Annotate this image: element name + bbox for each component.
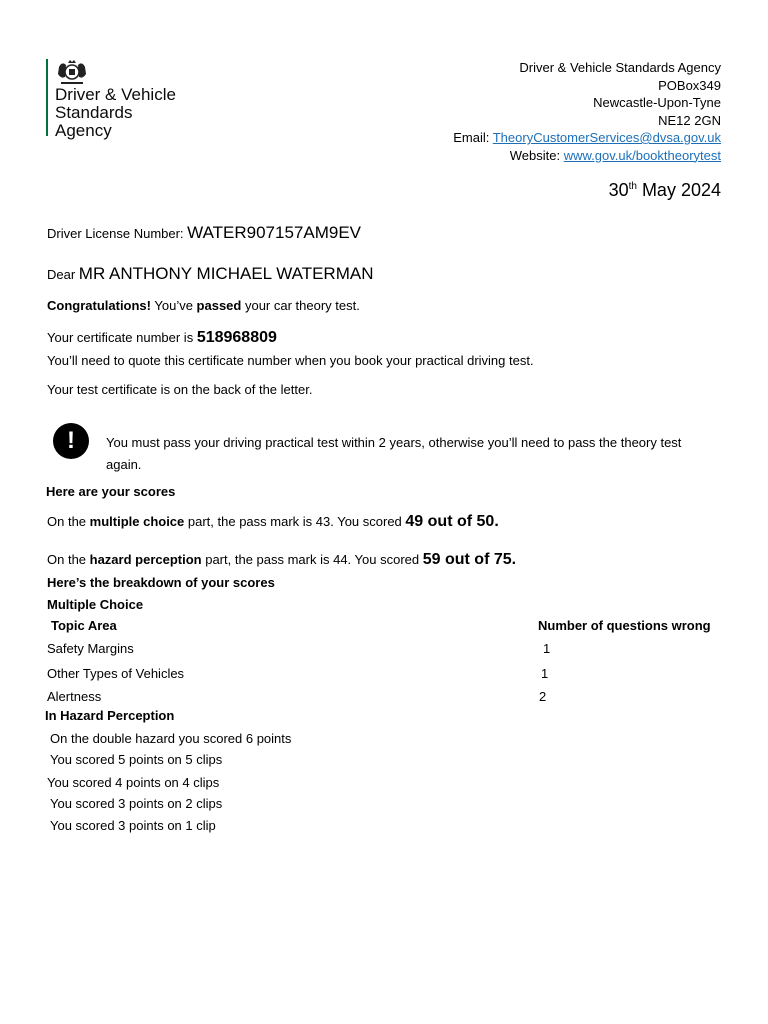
hp-line: You scored 3 points on 2 clips [50, 796, 223, 811]
license-label: Driver License Number: [47, 226, 188, 241]
col-topic-header: Topic Area [51, 618, 117, 633]
greeting [47, 264, 373, 284]
hp-mid: part, the pass mark is 44. You scored [201, 552, 423, 567]
hp-score: 59 out of 75 [422, 551, 512, 568]
hp-bold: hazard perception [89, 552, 202, 567]
hp-line: You scored 3 points on 1 clip [50, 818, 216, 833]
address-website-row [453, 147, 721, 165]
license-number: WATER907157AM9EV [187, 223, 362, 242]
mc-breakdown-heading: Multiple Choice [47, 597, 144, 612]
hp-score-line [47, 551, 516, 569]
mc-period: . [494, 513, 499, 530]
hp-line: You scored 4 points on 4 clips [47, 775, 220, 790]
congrats-post: your car theory test. [241, 298, 360, 313]
address-email-row [453, 129, 721, 147]
mc-score-line [47, 513, 499, 531]
hp-pre: On the [47, 552, 90, 567]
table-row-topic: Alertness [47, 689, 102, 704]
hp-period: . [511, 551, 517, 568]
certificate-row [47, 329, 277, 347]
exclamation-icon: ! [53, 423, 89, 459]
mc-score: 49 out of 50 [405, 513, 495, 530]
table-row-wrong: 1 [541, 666, 549, 681]
logo-line-2: Standards [55, 103, 133, 122]
logo-line-1: Driver & Vehicle [55, 85, 176, 104]
congrats-line [47, 298, 360, 313]
hp-line: On the double hazard you scored 6 points [50, 731, 292, 746]
congrats-pre: You’ve [151, 298, 197, 313]
logo-line-3: Agency [55, 121, 112, 140]
certificate-note: You’ll need to quote this certificate number when you book your practical driving test. [47, 353, 534, 368]
address-org: Driver & Vehicle Standards Agency [519, 60, 721, 75]
table-row-wrong: 1 [543, 641, 551, 656]
address-postcode: NE12 2GN [658, 112, 721, 128]
congrats-word: Congratulations! [47, 298, 151, 313]
breakdown-heading: Here’s the breakdown of your scores [47, 575, 275, 590]
certificate-back-note: Your test certificate is on the back of the letter. [47, 382, 313, 397]
recipient-name: MR ANTHONY MICHAEL WATERMAN [78, 264, 374, 283]
date-day: 30 [608, 180, 629, 200]
hp-breakdown-heading: In Hazard Perception [45, 708, 175, 723]
agency-logo-text [55, 86, 176, 140]
greeting-dear: Dear [47, 267, 79, 282]
certificate-number: 518968809 [196, 329, 277, 346]
mc-mid: part, the pass mark is 43. You scored [184, 514, 406, 529]
mc-pre: On the [47, 514, 90, 529]
address-pobox: POBox349 [658, 77, 721, 93]
table-row-topic: Other Types of Vehicles [47, 666, 185, 681]
date-suffix: th [628, 181, 637, 192]
logo-green-bar [46, 59, 48, 136]
congrats-passed: passed [196, 298, 242, 313]
hp-line: You scored 5 points on 5 clips [50, 752, 223, 767]
table-row-topic: Safety Margins [47, 641, 134, 656]
website-link[interactable]: www.gov.uk/booktheorytest [563, 147, 721, 163]
certificate-label: Your certificate number is [47, 330, 197, 345]
scores-heading: Here are your scores [46, 484, 176, 499]
royal-crest-icon [54, 57, 90, 87]
email-label: Email: [453, 130, 493, 145]
email-link[interactable]: TheoryCustomerServices@dvsa.gov.uk [492, 130, 721, 145]
website-label: Website: [509, 147, 564, 163]
table-row-wrong: 2 [539, 689, 547, 704]
letter-date [609, 180, 721, 201]
sender-address [453, 59, 721, 164]
mc-bold: multiple choice [89, 514, 185, 529]
warning-text: You must pass your driving practical test within 2 years, otherwise you’ll need to pass the theory test again. [106, 435, 682, 472]
address-city: Newcastle-Upon-Tyne [593, 95, 721, 110]
date-rest: May 2024 [636, 180, 721, 200]
col-wrong-header: Number of questions wrong [538, 618, 711, 633]
license-row [47, 223, 361, 243]
